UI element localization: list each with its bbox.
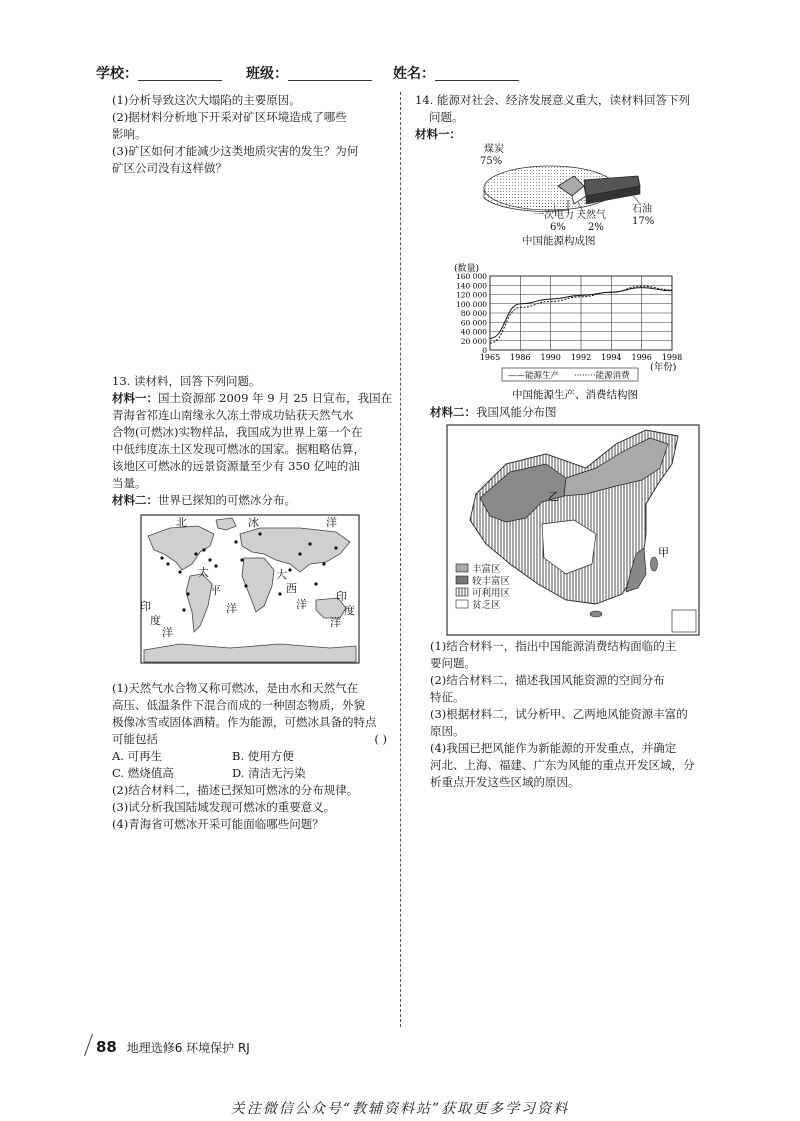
q14-stem: 14. 能源对社会、经济发展意义重大，读材料回答下列 xyxy=(415,93,690,107)
x-tick-label: 1992 xyxy=(570,353,592,362)
legend-item: 丰富区 xyxy=(472,564,501,575)
x-tick-label: 1965 xyxy=(479,353,501,362)
sub-question-line: (2)结合材料二，描述已探知可燃冰的分布规律。 xyxy=(112,783,359,797)
legend-item: 可利用区 xyxy=(472,588,511,599)
sub-question-line: 特征。 xyxy=(430,690,465,704)
sub-question-line: (3)根据材料二，试分析甲、乙两地风能资源丰富的 xyxy=(430,707,688,721)
map-label: 北 xyxy=(176,516,187,529)
sub-question-line: 要问题。 xyxy=(430,656,476,670)
x-tick-label: 1994 xyxy=(601,353,622,362)
column-divider xyxy=(400,92,401,1027)
chart-title: 中国能源生产、消费结构图 xyxy=(512,389,638,401)
map-label: 印 xyxy=(336,590,347,603)
sub-question-line: (3)试分析我国陆域发现可燃冰的重要意义。 xyxy=(112,800,336,814)
sub-question-line: (1)结合材料一，指出中国能源消费结构面临的主 xyxy=(430,639,677,653)
choice-options xyxy=(112,748,397,782)
y-tick-label: 0 xyxy=(482,346,487,355)
school-field[interactable]: 学校： xyxy=(96,63,222,83)
name-field[interactable]: 姓名： xyxy=(393,63,519,83)
pie-label: 17% xyxy=(632,216,655,227)
pie-label: 煤炭 xyxy=(484,144,504,155)
sub-question-line: 极像冰雪或固体酒精。作为能源，可燃冰具备的特点 xyxy=(112,715,377,729)
pie-label: 一次电力 xyxy=(534,210,574,221)
material-2-label: 材料二： xyxy=(112,493,158,507)
energy-line-chart xyxy=(440,262,700,404)
legend-production: ——能源生产 xyxy=(508,371,560,381)
energy-pie-chart xyxy=(472,142,662,248)
legend-item: 贫乏区 xyxy=(472,600,501,611)
y-tick-label: 100 000 xyxy=(455,299,487,309)
x-tick-label: 1996 xyxy=(631,353,652,362)
china-wind-map xyxy=(446,424,700,636)
page-footer xyxy=(96,1038,250,1056)
question-14-subs xyxy=(430,638,715,791)
material-1-text: 中低纬度冻土区发现可燃冰的国家。据粗略估算， xyxy=(112,442,365,456)
pie-label: 天然气 xyxy=(576,210,606,221)
chart-ylabel: (数量) xyxy=(454,264,480,274)
legend-item: 较丰富区 xyxy=(472,576,511,587)
x-tick-label: 1986 xyxy=(510,353,531,362)
answer-paren[interactable]: ( ) xyxy=(374,732,387,746)
question-line: (2)据材料分析地下开采对矿区环境造成了哪些 xyxy=(112,110,347,124)
pie-label: 2% xyxy=(588,222,604,233)
material-1-text: 合物(可燃冰)实物样品，我国成为世界上第一个在 xyxy=(112,425,363,439)
south-china-sea-inset xyxy=(672,610,696,632)
map-label: 印 xyxy=(140,600,151,613)
y-tick-label: 120 000 xyxy=(455,290,487,300)
hainan-shape xyxy=(590,611,602,617)
material-1-text: 该地区可燃冰的远景资源量至少有 350 亿吨的油 xyxy=(112,459,360,473)
x-tick-label: 1990 xyxy=(540,353,561,362)
map-label: 大 xyxy=(276,568,287,581)
map-label: 洋 xyxy=(330,616,341,629)
left-top-questions xyxy=(112,92,397,177)
book-title: 地理选修6 环境保护 RJ xyxy=(126,1041,250,1055)
y-tick-label: 60 000 xyxy=(460,318,487,328)
chart-xlabel: (年份) xyxy=(650,362,677,373)
student-info-header xyxy=(96,63,716,83)
question-line: 影响。 xyxy=(112,127,147,141)
q13-stem: 13. 读材料，回答下列问题。 xyxy=(112,374,261,388)
promo-banner: 关注微信公众号“教辅资料站”获取更多学习资料 xyxy=(230,1101,570,1117)
y-tick-label: 140 000 xyxy=(455,281,487,291)
world-hydrate-map xyxy=(140,514,360,664)
map-label: 平 xyxy=(210,584,221,597)
marker-yi: 乙 xyxy=(548,490,559,503)
question-line: 矿区公司没有这样做？ xyxy=(112,161,227,175)
legend-consumption: ········能源消费 xyxy=(574,371,630,381)
material-2-label: 材料二： xyxy=(430,405,476,419)
sub-question-line: 可能包括 xyxy=(112,732,158,746)
question-14 xyxy=(415,92,715,143)
y-tick-label: 20 000 xyxy=(460,336,487,346)
map-label: 冰 xyxy=(248,516,259,529)
sub-question-line: 河北、上海、福建、广东为风能的重点开发区域，分 xyxy=(430,758,695,772)
question-13-subs xyxy=(112,680,397,833)
material-1-text: 青海省祁连山南缘永久冻土带成功钻获天然气水 xyxy=(112,408,354,422)
map-label: 太 xyxy=(198,566,209,579)
sub-question-line: 高压、低温条件下混合而成的一种固态物质，外貌 xyxy=(112,698,365,712)
option-b[interactable]: B. 使用方便 xyxy=(232,749,294,763)
map-label: 度 xyxy=(344,604,355,617)
class-field[interactable]: 班级： xyxy=(246,63,372,83)
option-d[interactable]: D. 清洁无污染 xyxy=(232,766,306,780)
map-label: 洋 xyxy=(162,626,173,639)
material-2-text: 世界已探知的可燃冰分布。 xyxy=(158,493,296,507)
question-line: (3)矿区如何才能减少这类地质灾害的发生？为何 xyxy=(112,144,359,158)
y-tick-label: 160 000 xyxy=(455,272,487,281)
sub-question-line: (2)结合材料二，描述我国风能资源的空间分布 xyxy=(430,673,665,687)
sub-question-line: (4)我国已把风能作为新能源的开发重点，并确定 xyxy=(430,741,677,755)
material-2-text: 我国风能分布图 xyxy=(476,405,557,419)
pie-label: 6% xyxy=(550,222,566,233)
sub-question-line: (4)青海省可燃冰开采可能面临哪些问题？ xyxy=(112,817,324,831)
map-label: 西 xyxy=(286,582,297,595)
map-label: 度 xyxy=(150,614,161,627)
map-label: 洋 xyxy=(326,516,337,529)
taiwan-shape xyxy=(651,557,658,571)
material-1-label: 材料一： xyxy=(112,391,158,405)
question-13 xyxy=(112,373,397,509)
x-tick-label: 1998 xyxy=(661,353,683,362)
material-1-text: 当量。 xyxy=(112,476,147,490)
pie-label: 75% xyxy=(480,156,503,167)
q14-material-2 xyxy=(430,404,710,421)
marker-jia: 甲 xyxy=(658,546,669,559)
pie-label: 石油 xyxy=(632,204,652,215)
material-1-label: 材料一： xyxy=(415,127,461,141)
y-tick-label: 80 000 xyxy=(460,309,487,318)
page-number: 88 xyxy=(96,1038,117,1056)
question-line: (1)分析导致这次大塌陷的主要原因。 xyxy=(112,93,301,107)
map-label: 洋 xyxy=(296,598,307,611)
option-c[interactable]: C. 燃烧值高 xyxy=(112,766,174,780)
option-a[interactable]: A. 可再生 xyxy=(112,749,163,763)
material-1-text: 国土资源部 2009 年 9 月 25 日宣布，我国在 xyxy=(158,391,393,405)
sub-question-line: 析重点开发这些区域的原因。 xyxy=(430,775,580,789)
pie-caption: 中国能源构成图 xyxy=(522,235,596,247)
sub-question-line: 原因。 xyxy=(430,724,465,738)
y-tick-label: 40 000 xyxy=(460,327,487,337)
q14-stem: 问题。 xyxy=(429,110,464,124)
map-label: 洋 xyxy=(226,602,237,615)
sub-question-line: (1)天然气水合物又称可燃冰，是由水和天然气在 xyxy=(112,681,359,695)
